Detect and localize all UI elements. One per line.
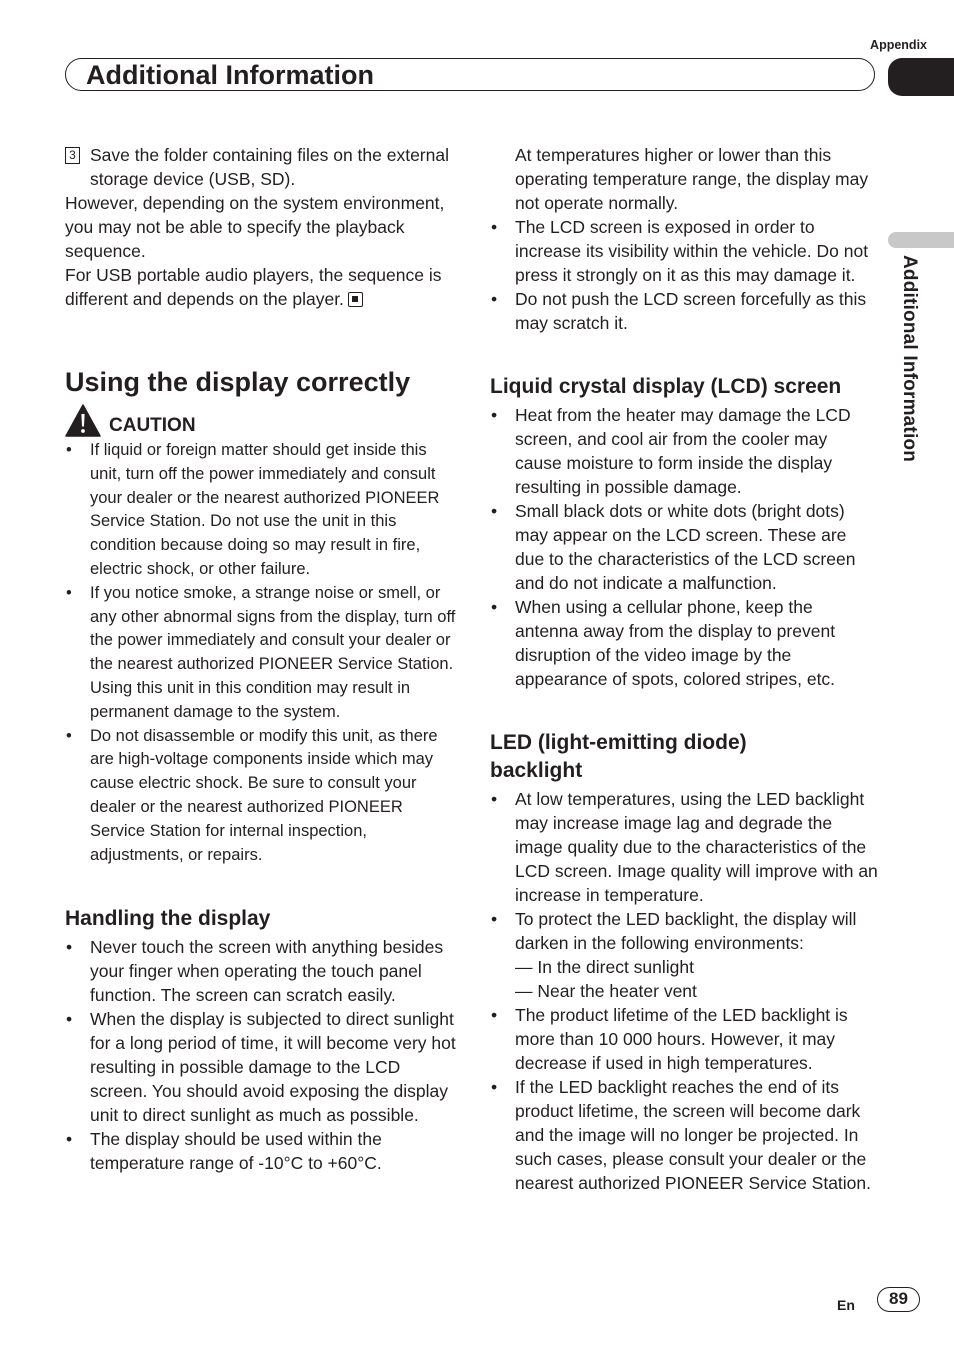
handling-item: • The display should be used within the temperature range of -10°C to +60°C. [65,1127,457,1175]
appendix-label: Appendix [870,38,927,52]
section-header-title: Additional Information [86,60,374,90]
handling-item: • Never touch the screen with anything besides your finger when operating the touch panel function. The screen can scratch easily. [65,935,457,1007]
led-subitem: — Near the heater vent [515,981,697,1001]
led-item: • The product lifetime of the LED backlight is more than 10 000 hours. However, it may decrease if used in high temperatures. [490,1003,878,1075]
subsection-title: LED (light-emitting diode) backlight [490,731,747,782]
language-label: En [837,1297,855,1313]
caution-item: • If liquid or foreign matter should get inside this unit, turn off the power immediately and consult your dealer or the nearest authorized PIONEER Service Station. Do not use the unit in this condition because doing so may result in fire, electric shock, or other failure. [65,439,457,582]
step-number: 3 [65,147,80,164]
led-item: • At low temperatures, using the LED backlight may increase image lag and degrade the image quality due to the characteristics of the LCD screen. Image quality will improve with an increase in temperature. [490,787,878,907]
header-tab [888,58,954,96]
lcd-item: • When using a cellular phone, keep the antenna away from the display to prevent disruption of the video image by the appearance of spots, colored stripes, etc. [490,595,878,691]
paragraph: For USB portable audio players, the sequence is different and depends on the player. [65,265,442,309]
warning-triangle-icon [65,404,101,437]
lcd-item: • Heat from the heater may damage the LCD screen, and cool air from the cooler may cause moisture to form inside the display resulting in possible damage. [490,403,878,499]
led-item: • If the LED backlight reaches the end of its product lifetime, the screen will become dark and the image will no longer be projected. In such cases, please consult your dealer or the nearest authorized PIONEER Service Station. [490,1075,878,1195]
section-title: Using the display correctly [65,367,411,397]
caution-label: CAUTION [109,415,196,436]
side-label: Additional Information [899,255,920,463]
led-subitem: — In the direct sunlight [515,957,694,977]
right-column [490,143,878,1195]
stop-square-icon [348,292,363,307]
caution-list [65,439,457,867]
handling-item: • The LCD screen is exposed in order to increase its visibility within the vehicle. Do not press it strongly on it as this may damage it. [490,215,878,287]
led-item [490,907,878,1003]
step-item [65,143,457,191]
lcd-item: • Small black dots or white dots (bright dots) may appear on the LCD screen. These are due to the characteristics of the LCD screen and do not indicate a malfunction. [490,499,878,595]
lcd-list [490,403,878,691]
paragraph-with-end-mark [65,263,457,311]
section-header-bar [65,58,875,91]
led-list [490,787,878,1195]
handling-list [65,935,457,1175]
handling-item: • When the display is subjected to direct sunlight for a long period of time, it will become very hot resulting in possible damage to the LCD screen. You should avoid exposing the display unit to direct sunlight as much as possible. [65,1007,457,1127]
caution-item: • If you notice smoke, a strange noise or smell, or any other abnormal signs from the display, turn off the power immediately and consult your dealer or the nearest authorized PIONEER Service Station. Using this unit in this condition may result in permanent damage to the system. [65,582,457,725]
paragraph: However, depending on the system environment, you may not be able to specify the playback sequence. [65,193,445,261]
page-number: 89 [877,1287,920,1312]
left-column [65,143,457,1175]
continued-text: At temperatures higher or lower than this operating temperature range, the display may not operate normally. [515,145,869,213]
handling-item: • Do not push the LCD screen forcefully as this may scratch it. [490,287,878,335]
subsection-title: Liquid crystal display (LCD) screen [490,375,842,398]
handling-list-continued [490,215,878,335]
caution-item: • Do not disassemble or modify this unit, as there are high-voltage components inside which may cause electric shock. Be sure to consult your dealer or the nearest authorized PIONEER Service Station for internal inspection, adjustments, or repairs. [65,725,457,868]
side-tab [888,232,954,248]
subsection-title: Handling the display [65,907,271,931]
led-item-text: To protect the LED backlight, the display will darken in the following environments: [515,909,857,953]
caution-heading [65,404,457,437]
step-text: Save the folder containing files on the external storage device (USB, SD). [90,145,449,189]
